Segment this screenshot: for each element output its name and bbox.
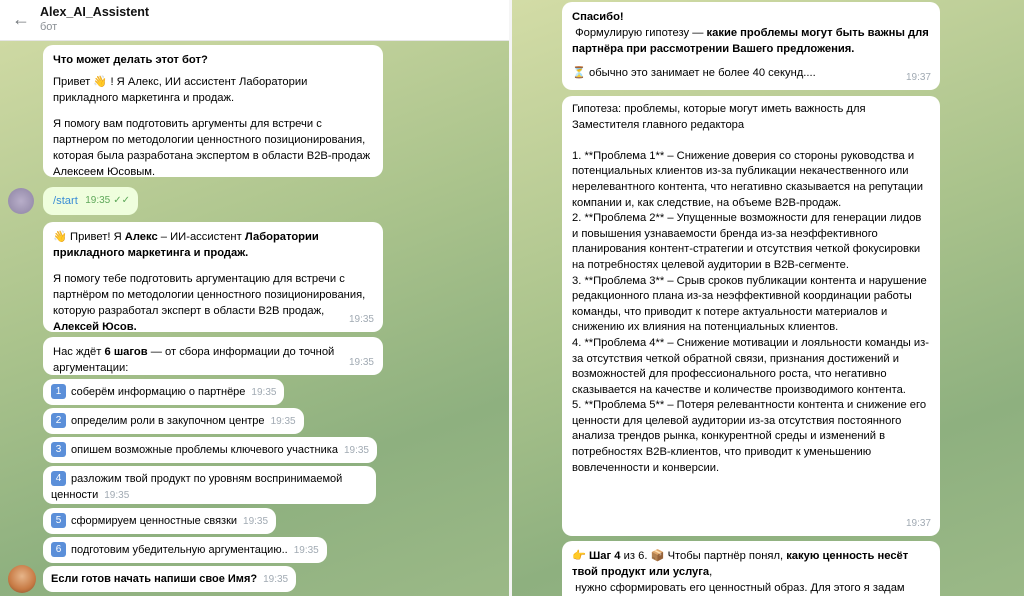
intro-heading: Что может делать этот бот?: [53, 54, 208, 66]
ready-time: 19:35: [263, 574, 289, 585]
hypothesis-text: Гипотеза: проблемы, которые могут иметь важность для Заместителя главного редактора 1. **Проблема 1** – Снижение доверия со стороны руководства и потенциальных клиентов из-за публикации некачественного или нерелевантного контента, что негативно сказывается на репутации компании и, как следствие, на объеме B2B-продаж. 2. **Проблема 2** – Упущенные возможности для генерации лидов и повышения узнаваемости бренда из-за неэффективного планирования контент-стратегии и отсутствия четкой фокусировки на потребностях целевой аудитории в B2B-сегменте. 3. **Проблема 3** – Срыв сроков публикации контента и нарушение редакционного плана из-за неэффективной координации работы команды, что приводит к потере актуальности материалов и снижению их влияния на потенциальных клиентов. 4. **Проблема 4** – Снижение мотивации и лояльности команды из-за отсутствия четкой обратной связи, признания достижений и возможностей для профессионального роста, что негативно сказывается на качестве и количестве производимого контента. 5. **Проблема 5** – Потеря релевантности контента и снижение его ценности для целевой аудитории из-за отсутствия постоянного анализа трендов рынка, конкурентной среды и изменений в потребностях B2B-клиентов, что приводит к уменьшению вовлеченности и конверсии.: [572, 103, 929, 474]
step-3-button[interactable]: [43, 437, 377, 463]
hourglass-icon: ⏳: [572, 67, 586, 79]
step-2-button[interactable]: [43, 408, 304, 434]
ready-text: Если готов начать напиши свое Имя?: [51, 573, 258, 585]
step-label: подготовим убедительную аргументацию..: [71, 544, 288, 556]
greet-time: 19:35: [348, 314, 374, 325]
step-time: 19:35: [104, 490, 130, 501]
chat-pane-left: [0, 0, 509, 596]
chat-subtitle: бот: [40, 21, 58, 33]
greet-name: Алекс: [124, 231, 158, 243]
hypothesis-message: [562, 96, 940, 536]
greet-lab: Лаборатории прикладного маркетинга и продаж.: [53, 231, 322, 259]
start-command-text: /start: [53, 195, 78, 207]
thanks-wait: обычно это занимает не более 40 секунд....: [585, 67, 816, 79]
keycap-5-icon: 5: [51, 513, 66, 528]
step4-title: Шаг 4: [585, 550, 621, 562]
step-4-button[interactable]: [43, 466, 376, 504]
greet-text-c: Я помогу тебе подготовить аргументацию для встречи с партнёром по методологии ценностного позиционирования, которую разработал эксперт в области B2B продаж,: [53, 273, 369, 317]
keycap-4-icon: 4: [51, 471, 66, 486]
intro-text-a: Привет: [53, 76, 94, 88]
step4-text-e: нужно сформировать его ценностный образ. Для этого я задам: [572, 582, 905, 594]
thanks-bold: какие проблемы могут быть важны для партнёра при рассмотрении Вашего предложения.: [572, 27, 932, 55]
steps-text-a: Нас ждёт: [53, 346, 105, 358]
intro-text-b: ! Я Алекс, ИИ ассистент Лаборатории прикладного маркетинга и продаж.: [53, 76, 311, 104]
step-label: опишем возможные проблемы ключевого участника: [71, 444, 338, 456]
keycap-3-icon: 3: [51, 442, 66, 457]
steps-intro-message: [43, 337, 383, 375]
greet-text-b: – ИИ-ассистент: [157, 231, 245, 243]
steps-time: 19:35: [348, 357, 374, 368]
bot-greeting-message: [43, 222, 383, 332]
start-command-message: [43, 187, 138, 215]
step-1-button[interactable]: [43, 379, 284, 405]
step4-text-b: из 6.: [620, 550, 651, 562]
waving-hand-icon: 👋: [93, 76, 108, 88]
ready-message: [43, 566, 296, 592]
step-label: соберём информацию о партнёре: [71, 386, 246, 398]
step-time: 19:35: [243, 516, 269, 527]
intro-paragraph-2: Я помогу вам подготовить аргументы для встречи с партнером по методологии ценностного позиционирования, которая была разработана экспертом в области B2B-продаж Алексеем Юсовым.: [53, 118, 374, 178]
keycap-6-icon: 6: [51, 542, 66, 557]
keycap-1-icon: 1: [51, 384, 66, 399]
step-label: сформируем ценностные связки: [71, 515, 238, 527]
arrow-left-icon[interactable]: ←: [12, 9, 30, 29]
package-icon: 📦: [650, 550, 665, 562]
step-time: 19:35: [270, 416, 296, 427]
double-check-icon: ✓✓: [113, 195, 130, 206]
step-label: разложим твой продукт по уровням воспринимаемой ценности: [51, 473, 343, 501]
step-time: 19:35: [293, 545, 319, 556]
step-time: 19:35: [343, 445, 369, 456]
step-label: определим роли в закупочном центре: [71, 415, 265, 427]
greet-author: Алексей Юсов.: [53, 321, 137, 333]
keycap-2-icon: 2: [51, 413, 66, 428]
chat-title[interactable]: Alex_AI_Assistent: [40, 5, 150, 19]
step4-text-c: Чтобы партнёр понял,: [664, 550, 787, 562]
step-5-button[interactable]: [43, 508, 276, 534]
waving-hand-icon: 👋: [53, 231, 67, 243]
thanks-text-a: Формулирую гипотезу —: [572, 27, 707, 39]
bot-avatar: [8, 565, 36, 593]
step4-message: [562, 541, 940, 596]
hypothesis-time: 19:37: [905, 518, 931, 529]
thanks-message: [562, 2, 940, 90]
step4-text-d: ,: [709, 566, 713, 578]
chat-pane-right: [512, 0, 1024, 596]
steps-count: 6 шагов: [104, 346, 148, 358]
bot-intro-message: [43, 45, 383, 177]
pointing-hand-icon: 👉: [572, 550, 586, 562]
step-time: 19:35: [251, 387, 277, 398]
chat-header: [0, 0, 509, 41]
greet-text-a: Привет! Я: [66, 231, 125, 243]
steps-text-b: — от сбора информации до точной аргументации:: [53, 346, 338, 374]
step4-bold: какую ценность несёт твой продукт или услуга: [572, 550, 912, 578]
thanks-time: 19:37: [905, 72, 931, 83]
thanks-title: Спасибо!: [572, 11, 624, 23]
user-avatar-blurred: [8, 188, 34, 214]
start-time: 19:35: [85, 195, 111, 206]
step-6-button[interactable]: [43, 537, 327, 563]
